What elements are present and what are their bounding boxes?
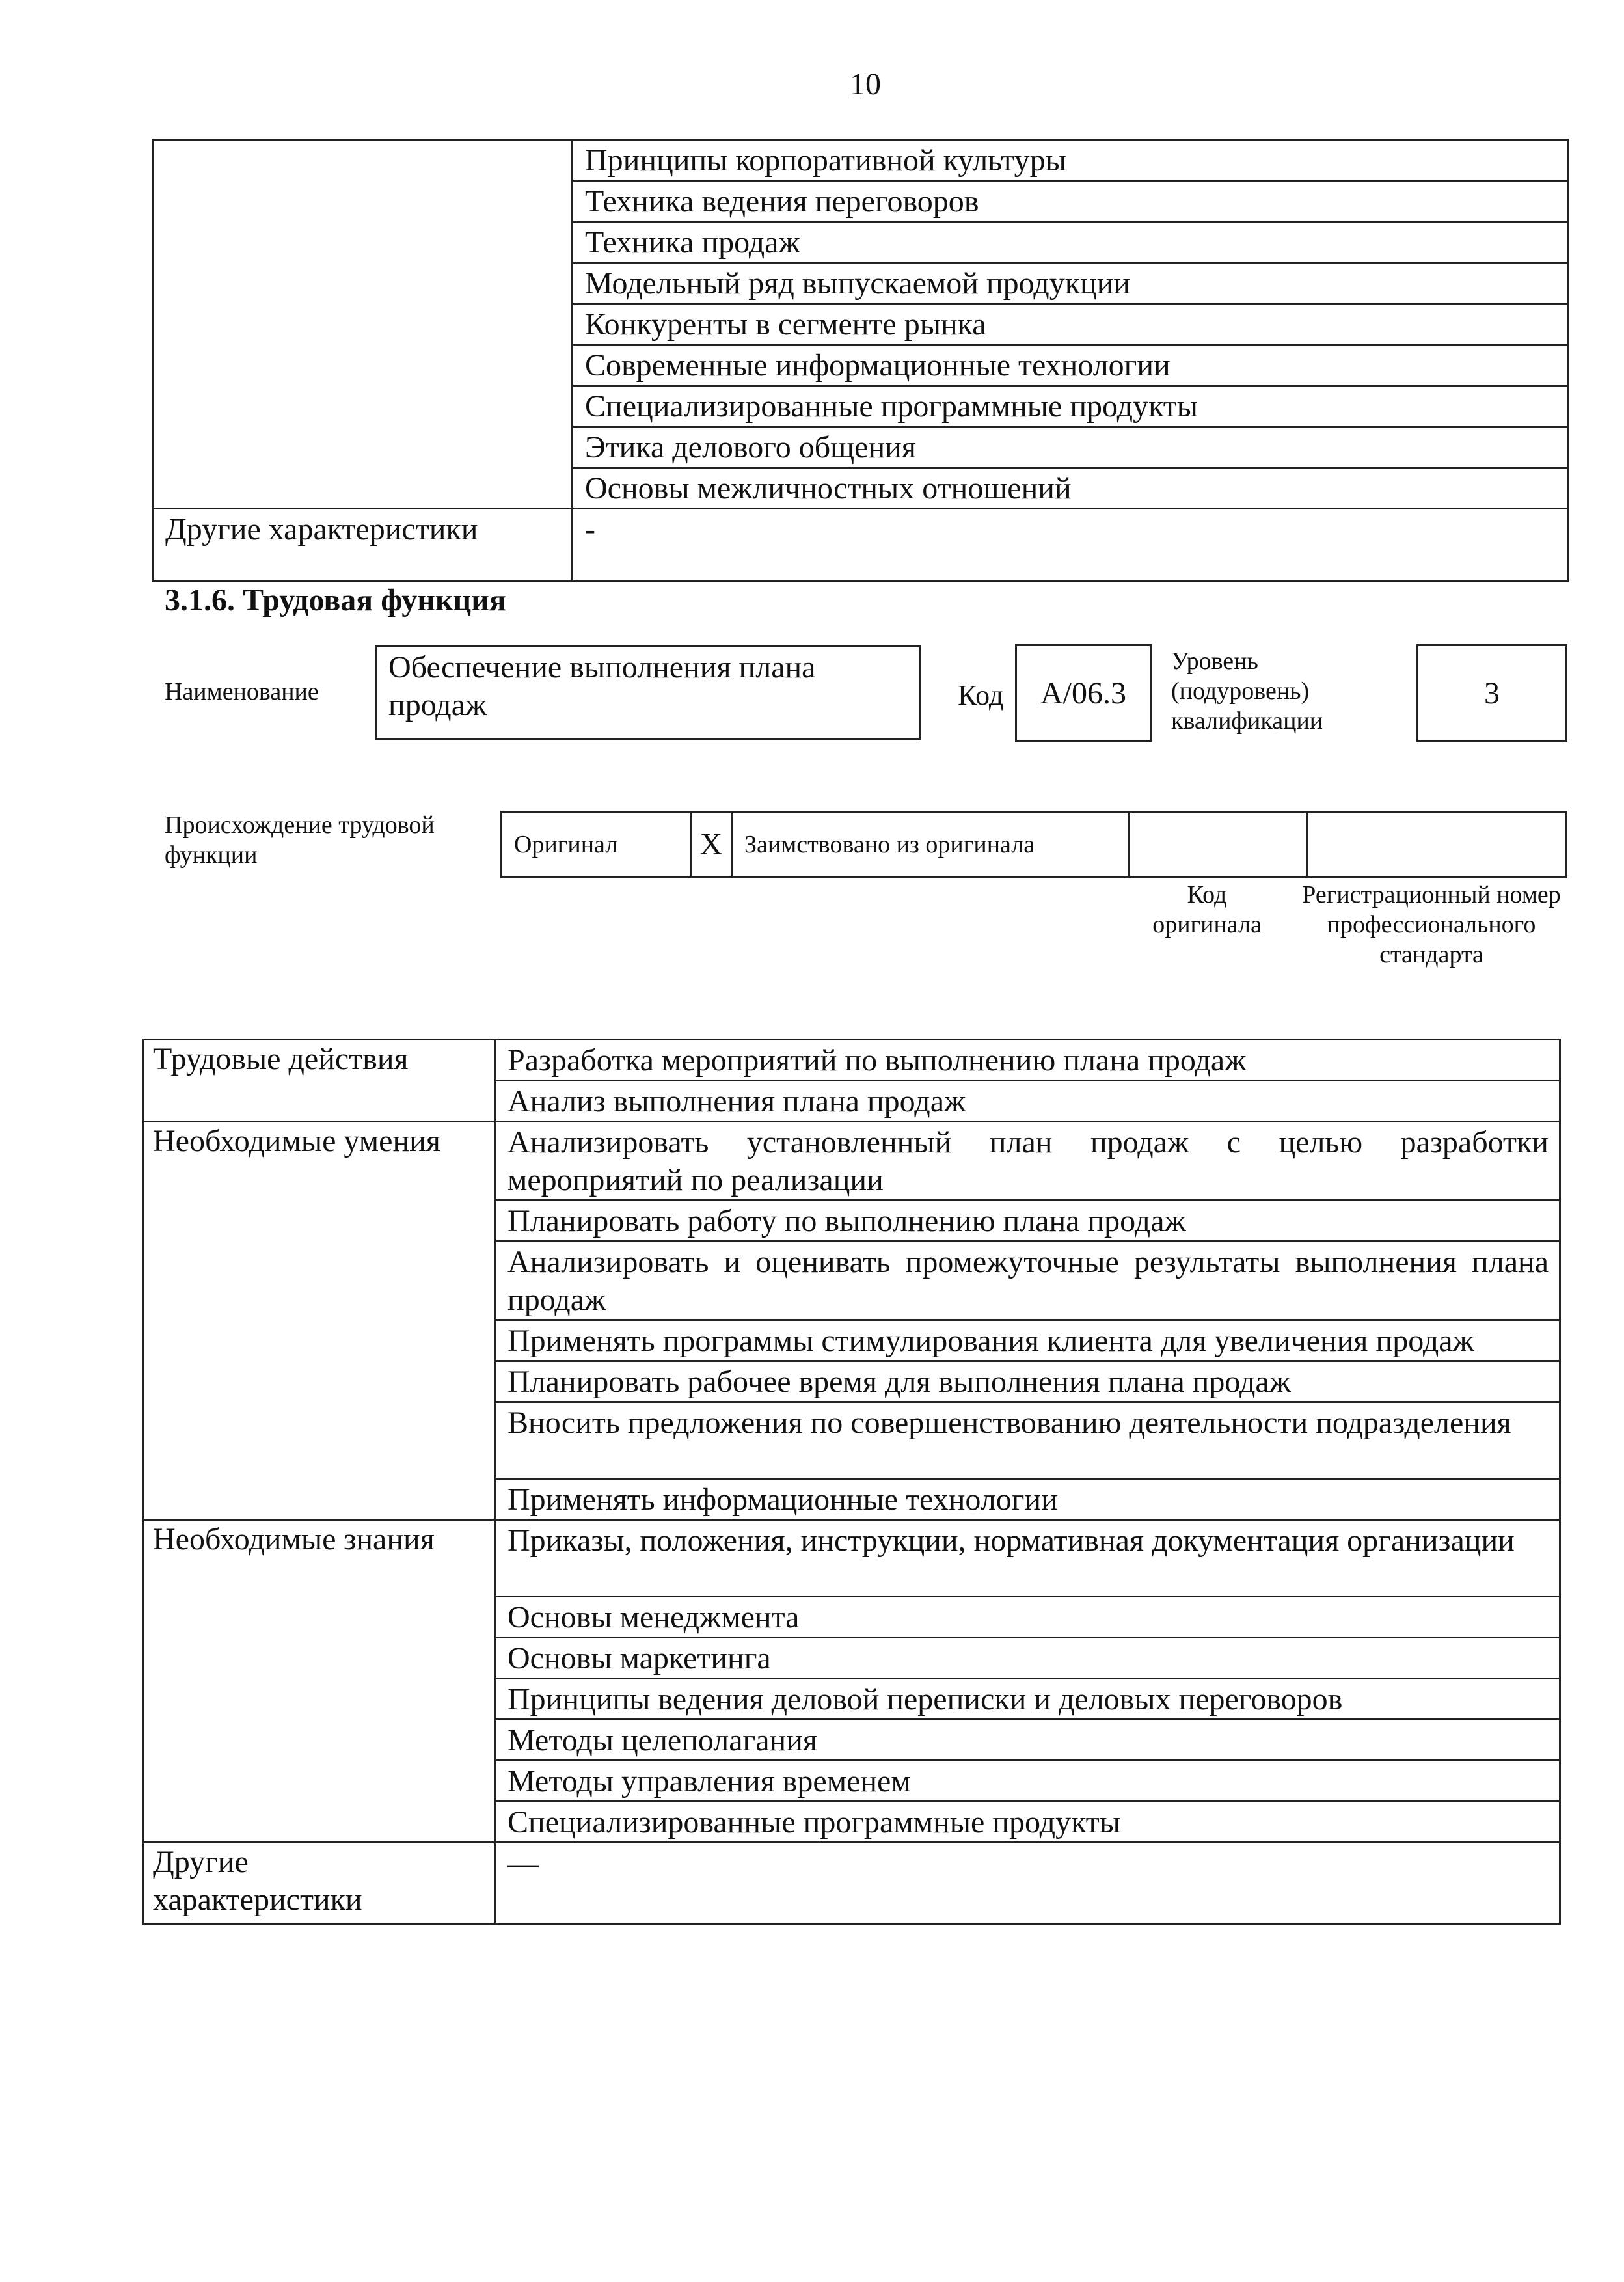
origin-label: Происхождение трудовой функции xyxy=(165,811,435,869)
knowledge-item: Приказы, положения, инструкции, нормативная документация организации xyxy=(495,1520,1560,1597)
skill-item: Планировать рабочее время для выполнения плана продаж xyxy=(495,1361,1560,1402)
other-characteristics-value: - xyxy=(573,509,1568,582)
original-cell xyxy=(502,812,691,877)
knowledge-item: Основы менеджмента xyxy=(495,1597,1560,1638)
original-mark: X xyxy=(699,827,723,862)
labor-actions-label: Трудовые действия xyxy=(143,1040,495,1122)
skill-item: Анализировать установленный план продаж с целью разработки мероприятий по реализации xyxy=(495,1122,1560,1201)
skill-item: Применять информационные технологии xyxy=(495,1479,1560,1520)
level-value-box xyxy=(1416,644,1567,742)
knowledge-item: Основы маркетинга xyxy=(495,1638,1560,1679)
skills-label: Необходимые умения xyxy=(143,1122,495,1520)
knowledge-item: Этика делового общения xyxy=(573,427,1568,468)
other-characteristics-label: Другие характеристики xyxy=(143,1843,495,1924)
code-original-caption: Код оригинала xyxy=(1152,881,1262,938)
borrowed-cell xyxy=(732,812,1130,877)
labor-function-table xyxy=(142,1039,1561,1925)
skill-item: Применять программы стимулирования клиента для увеличения продаж xyxy=(495,1320,1560,1361)
borrowed-label: Заимствовано из оригинала xyxy=(744,830,1035,858)
page-number: 10 xyxy=(850,67,881,102)
code-original-cell xyxy=(1130,812,1307,877)
knowledge-item: Методы целеполагания xyxy=(495,1720,1560,1761)
knowledge-item: Современные информационные технологии xyxy=(573,345,1568,386)
original-label: Оригинал xyxy=(514,830,618,858)
code-value: A/06.3 xyxy=(1040,675,1126,711)
section-title: 3.1.6. Трудовая функция xyxy=(165,583,506,618)
labor-action-item: Анализ выполнения плана продаж xyxy=(495,1081,1560,1122)
skill-item: Анализировать и оценивать промежуточные результаты выполнения плана продаж xyxy=(495,1242,1560,1320)
name-value-box xyxy=(375,645,921,740)
empty-label-cell xyxy=(153,140,573,509)
top-continuation-table xyxy=(152,139,1569,582)
reg-number-cell xyxy=(1307,812,1567,877)
knowledge-item: Принципы ведения деловой переписки и деловых переговоров xyxy=(495,1679,1560,1720)
skill-item: Вносить предложения по совершенствованию деятельности подразделения xyxy=(495,1402,1560,1479)
knowledge-item: Техника продаж xyxy=(573,222,1568,263)
knowledge-item: Принципы корпоративной культуры xyxy=(573,140,1568,181)
knowledge-item: Модельный ряд выпускаемой продукции xyxy=(573,263,1568,304)
knowledge-item: Техника ведения переговоров xyxy=(573,181,1568,222)
code-label: Код xyxy=(958,679,1004,711)
knowledge-item: Методы управления временем xyxy=(495,1761,1560,1802)
labor-action-item: Разработка мероприятий по выполнению плана продаж xyxy=(495,1040,1560,1081)
knowledge-item: Основы межличностных отношений xyxy=(573,468,1568,509)
name-value: Обеспечение выполнения плана продаж xyxy=(388,650,816,722)
name-label: Наименование xyxy=(165,678,319,705)
other-characteristics-value: — xyxy=(495,1843,1560,1924)
knowledge-label: Необходимые знания xyxy=(143,1520,495,1843)
reg-number-caption: Регистрационный номер профессионального стандарта xyxy=(1302,881,1561,968)
origin-table xyxy=(500,811,1567,878)
knowledge-item: Конкуренты в сегменте рынка xyxy=(573,304,1568,345)
knowledge-item: Специализированные программные продукты xyxy=(573,386,1568,427)
original-mark-cell xyxy=(691,812,732,877)
knowledge-item: Специализированные программные продукты xyxy=(495,1802,1560,1843)
level-label: Уровень (подуровень) квалификации xyxy=(1171,647,1323,735)
skill-item: Планировать работу по выполнению плана продаж xyxy=(495,1201,1560,1242)
code-value-box xyxy=(1015,644,1152,742)
level-value: 3 xyxy=(1484,675,1500,711)
other-characteristics-label: Другие характеристики xyxy=(153,509,573,582)
